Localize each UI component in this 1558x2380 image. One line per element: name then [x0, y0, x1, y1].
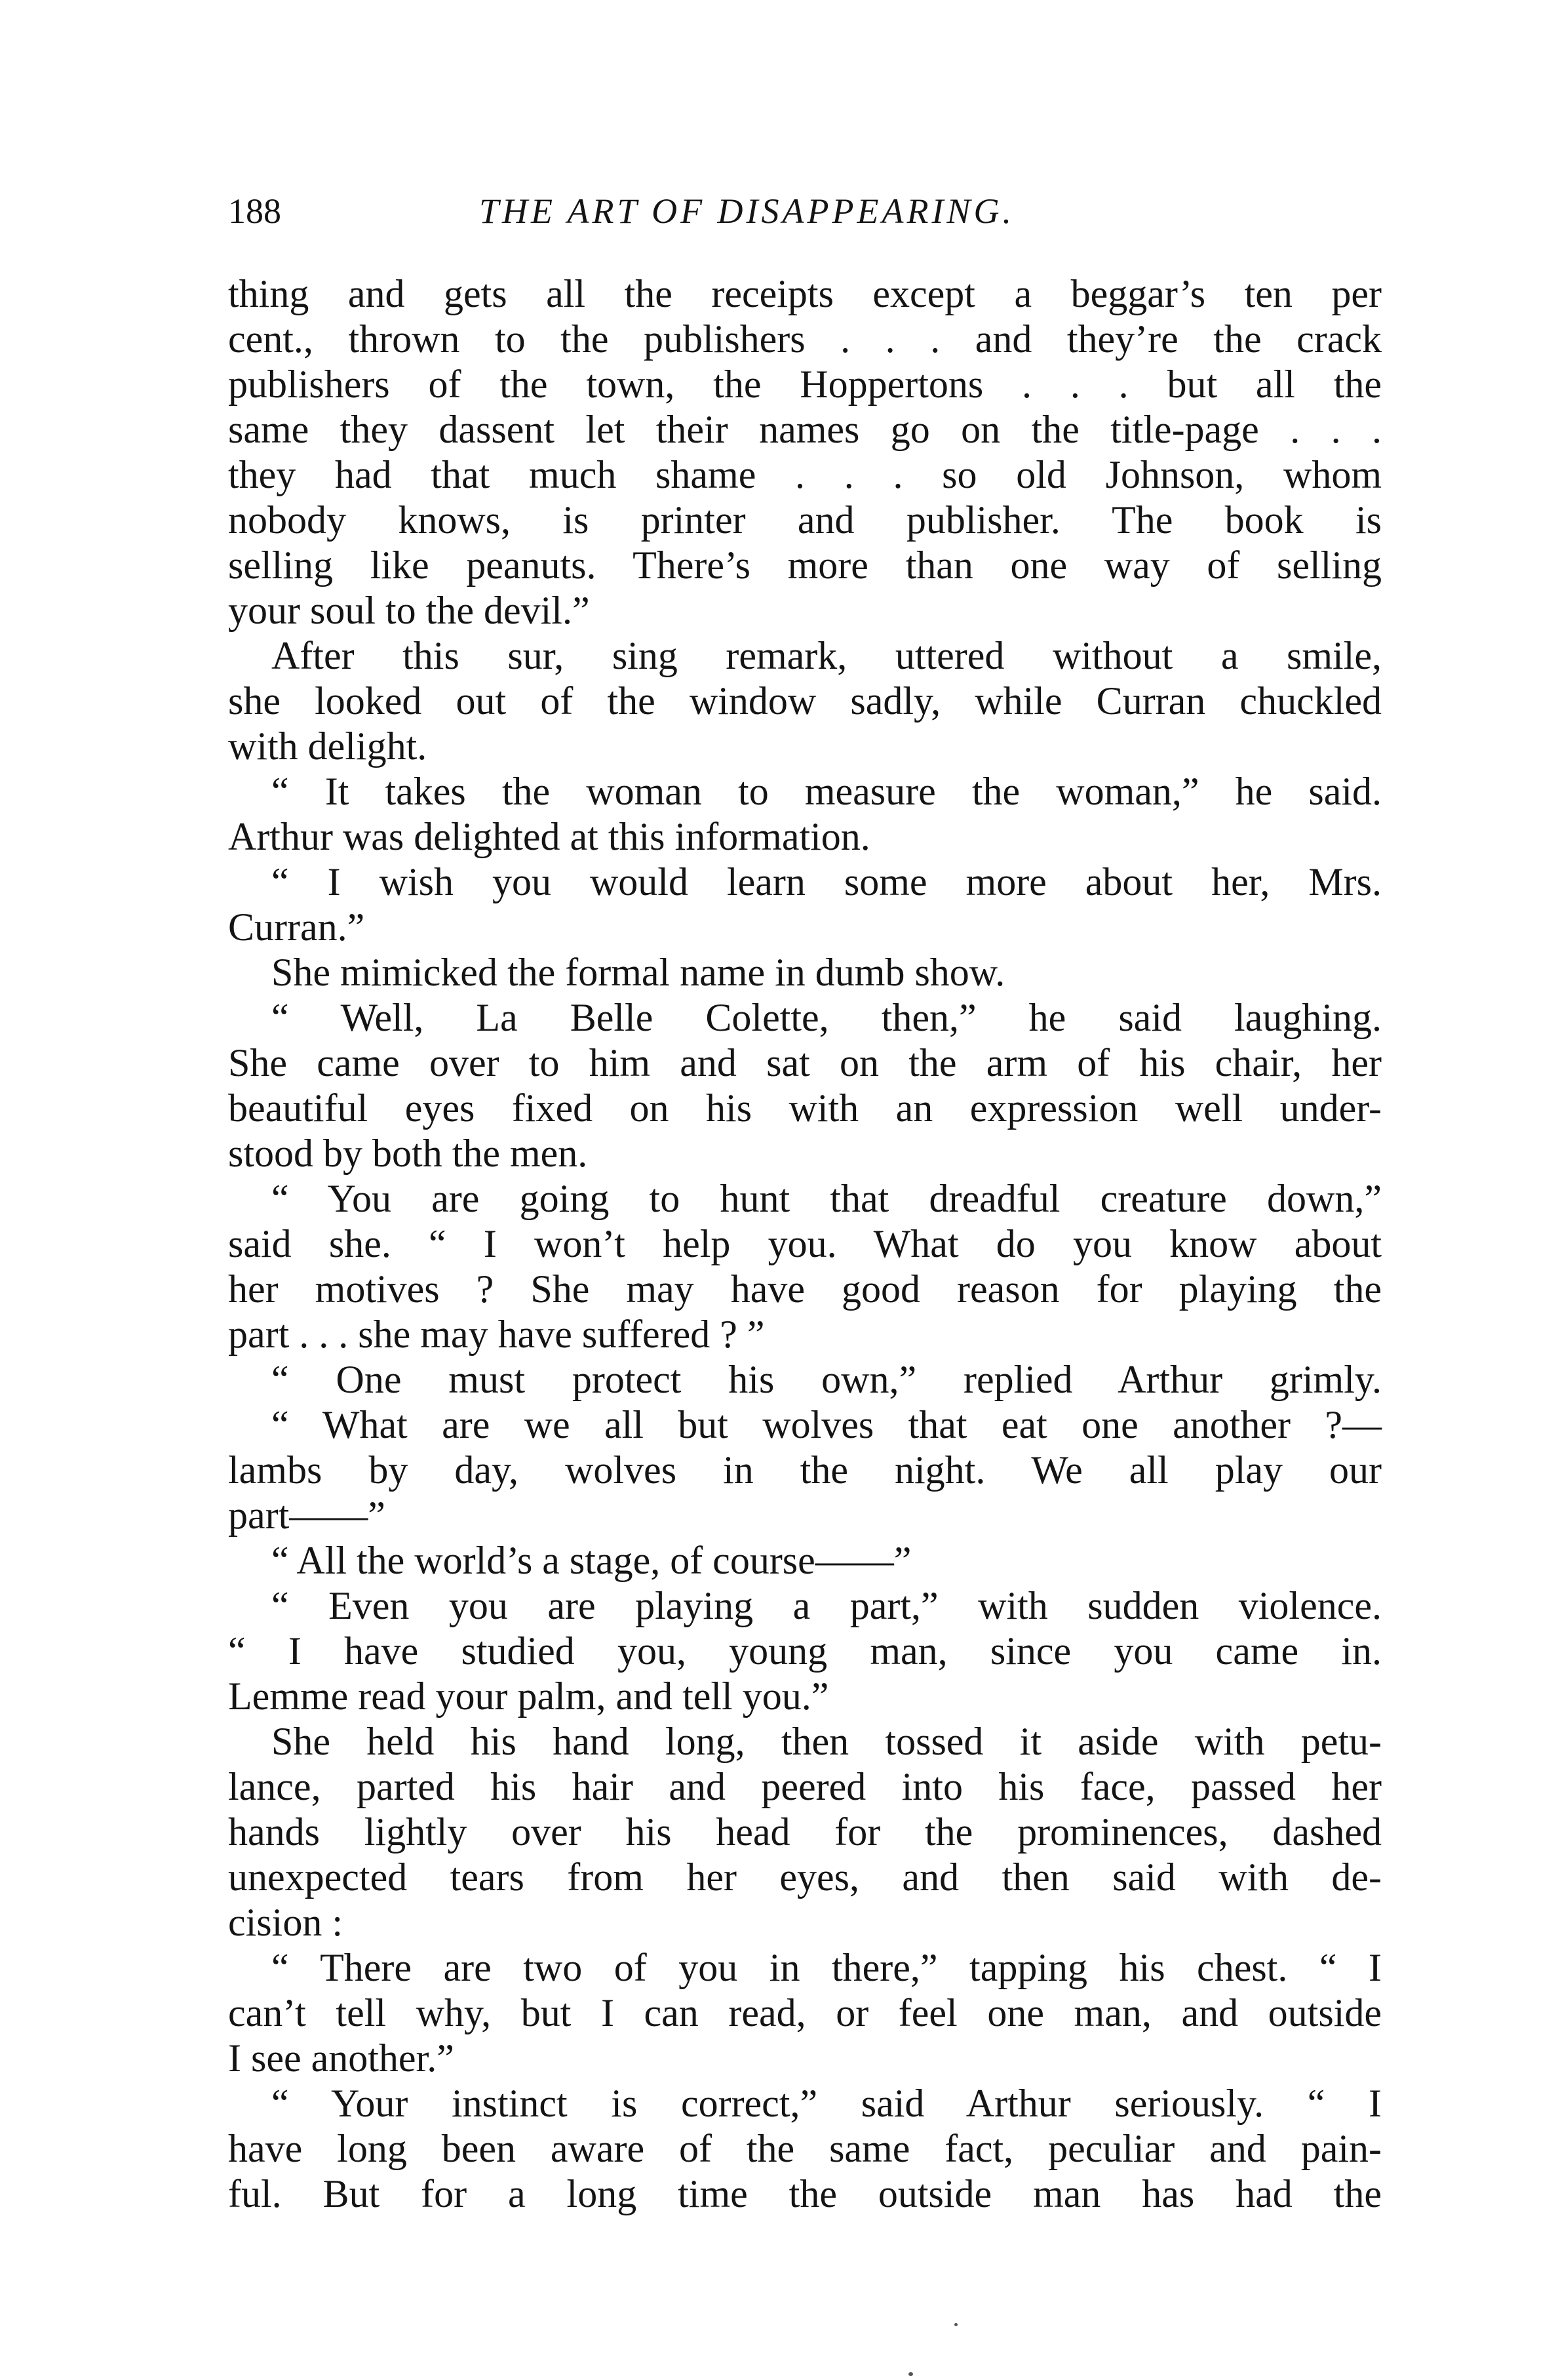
text-line: cent., thrown to the publishers . . . and they’re the crack: [228, 317, 1382, 361]
body-text: [228, 271, 1382, 2217]
text-line: publishers of the town, the Hoppertons . . . but all the: [228, 363, 1382, 406]
text-line: “ It takes the woman to measure the woman,” he said.: [271, 770, 1382, 813]
text-line: selling like peanuts. There’s more than one way of selling: [228, 544, 1382, 587]
text-line: with delight.: [228, 724, 427, 768]
text-line: “ I wish you would learn some more about her, Mrs.: [271, 860, 1382, 903]
text-line: they had that much shame . . . so old Johnson, whom: [228, 453, 1382, 496]
text-line: have long been aware of the same fact, peculiar and pain-: [228, 2127, 1382, 2170]
text-line: “ Well, La Belle Colette, then,” he said laughing.: [271, 996, 1382, 1039]
text-line: ful. But for a long time the outside man has had the: [228, 2172, 1382, 2215]
text-line: lance, parted his hair and peered into his face, passed her: [228, 1765, 1382, 1808]
text-line: she looked out of the window sadly, while Curran chuckled: [228, 679, 1382, 723]
text-line: lambs by day, wolves in the night. We all play our: [228, 1448, 1382, 1492]
text-line: After this sur, sing remark, uttered without a smile,: [271, 634, 1382, 677]
text-line: She held his hand long, then tossed it aside with petu-: [271, 1720, 1382, 1763]
text-line: “ What are we all but wolves that eat one another ?—: [271, 1403, 1382, 1446]
text-line: I see another.”: [228, 2036, 454, 2080]
text-line: part . . . she may have suffered ? ”: [228, 1313, 765, 1356]
text-line: Lemme read your palm, and tell you.”: [228, 1675, 829, 1718]
text-line: part——”: [228, 1494, 385, 1537]
text-line: hands lightly over his head for the prominences, dashed: [228, 1810, 1382, 1854]
text-line: “ I have studied you, young man, since you came in.: [228, 1629, 1382, 1673]
text-line: beautiful eyes fixed on his with an expression well under-: [228, 1086, 1382, 1130]
text-line: “ Even you are playing a part,” with sudden violence.: [271, 1584, 1382, 1627]
text-line: her motives ? She may have good reason for playing the: [228, 1267, 1382, 1311]
paper-speck: [954, 2323, 958, 2326]
text-line: your soul to the devil.”: [228, 589, 590, 632]
paper-speck: [908, 2372, 913, 2376]
text-line: She came over to him and sat on the arm of his chair, her: [228, 1041, 1382, 1084]
page-header: [228, 185, 1382, 237]
running-title: THE ART OF DISAPPEARING.: [479, 191, 1015, 231]
text-line: stood by both the men.: [228, 1132, 588, 1175]
text-line: “ There are two of you in there,” tapping his chest. “ I: [271, 1946, 1382, 1989]
page-number: 188: [228, 191, 281, 231]
text-line: “ All the world’s a stage, of course——”: [271, 1539, 912, 1582]
text-line: cision :: [228, 1901, 343, 1944]
text-line: nobody knows, is printer and publisher. The book is: [228, 498, 1382, 542]
text-line: Arthur was delighted at this information.: [228, 815, 870, 858]
text-line: “ One must protect his own,” replied Arthur grimly.: [271, 1358, 1382, 1401]
text-line: unexpected tears from her eyes, and then said with de-: [228, 1855, 1382, 1899]
text-line: “ Your instinct is correct,” said Arthur seriously. “ I: [271, 2082, 1382, 2125]
text-line: can’t tell why, but I can read, or feel one man, and outside: [228, 1991, 1382, 2034]
text-line: She mimicked the formal name in dumb show.: [271, 951, 1005, 994]
text-line: said she. “ I won’t help you. What do you know about: [228, 1222, 1382, 1265]
text-line: same they dassent let their names go on the title-page . . .: [228, 408, 1382, 451]
text-line: thing and gets all the receipts except a beggar’s ten per: [228, 272, 1382, 315]
text-line: “ You are going to hunt that dreadful creature down,”: [271, 1177, 1382, 1220]
text-line: Curran.”: [228, 905, 365, 949]
